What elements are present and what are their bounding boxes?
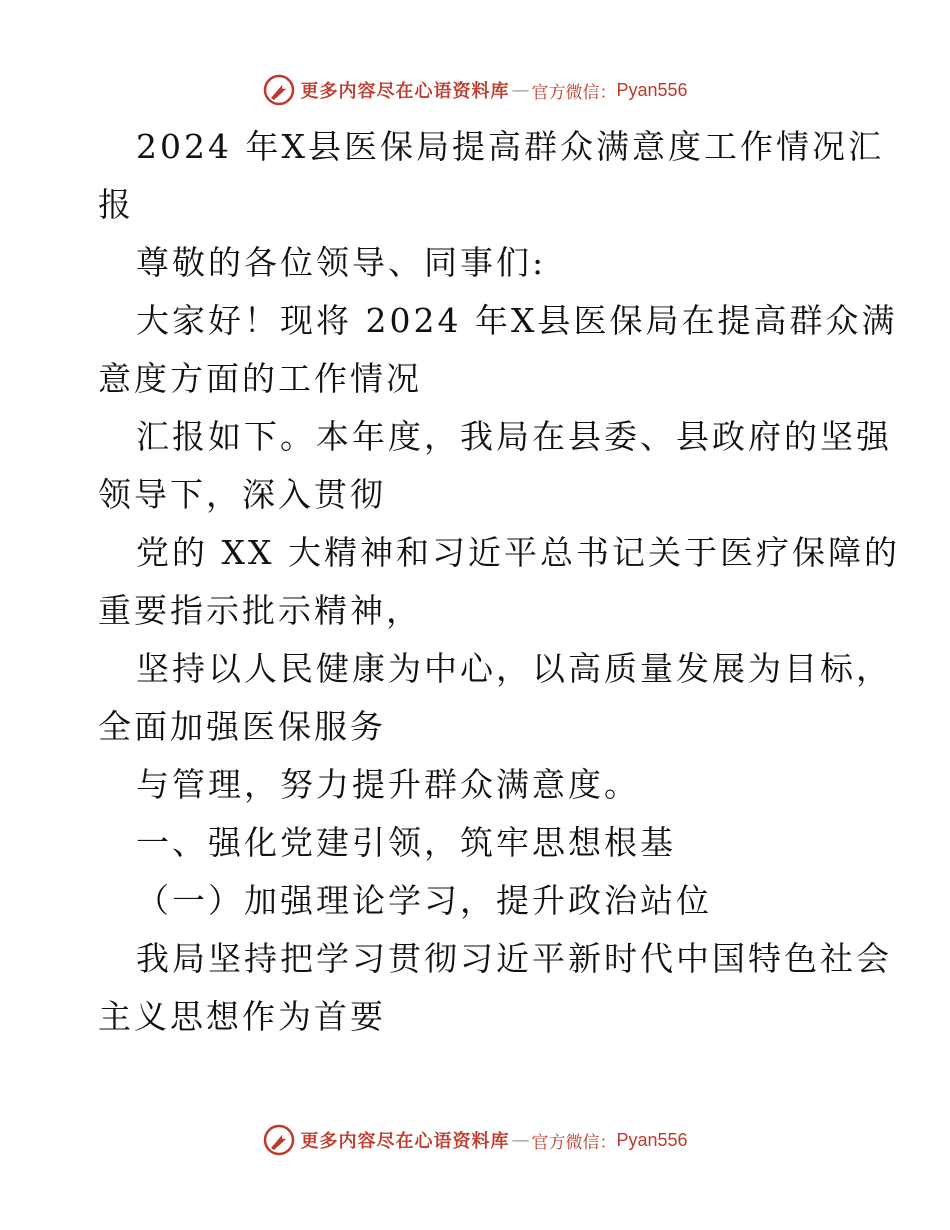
- text-line: 党的 XX 大精神和习近平总书记关于医疗保障的: [136, 533, 900, 572]
- wechat-id: Pyan556: [616, 79, 688, 100]
- pen-nib-logo-icon: [262, 73, 296, 107]
- site-name: 更多内容尽在心语资料库: [300, 1131, 510, 1152]
- text-line: 尊敬的各位领导、同事们:: [136, 243, 547, 282]
- text-line: 主义思想作为首要: [98, 997, 386, 1036]
- text-line: 意度方面的工作情况: [98, 359, 422, 398]
- text-line: 全面加强医保服务: [98, 707, 386, 746]
- text-line: 一、强化党建引领，筑牢思想根基: [136, 823, 676, 862]
- text-line: （一）加强理论学习，提升政治站位: [136, 881, 712, 920]
- text-line: 大家好！现将 2024 年X县医保局在提高群众满: [136, 301, 898, 340]
- text-line: 2024 年X县医保局提高群众满意度工作情况汇: [136, 127, 884, 166]
- text-line: 领导下，深入贯彻: [98, 475, 386, 514]
- document-body: [98, 118, 900, 1046]
- wechat-id: Pyan556: [616, 1129, 688, 1150]
- pen-nib-logo-icon: [262, 1123, 296, 1157]
- text-line: 重要指示批示精神，: [98, 591, 422, 630]
- text-line: 坚持以人民健康为中心，以高质量发展为目标，: [136, 649, 892, 688]
- banner-dash: —: [511, 79, 530, 101]
- banner-dash: —: [511, 1129, 530, 1151]
- footer-banner: [0, 1120, 950, 1160]
- wechat-label: 官方微信：: [531, 82, 617, 103]
- text-line: 报: [98, 185, 134, 224]
- text-line: 汇报如下。本年度，我局在县委、县政府的坚强: [136, 417, 892, 456]
- text-line: 与管理，努力提升群众满意度。: [136, 765, 640, 804]
- header-banner: [0, 70, 950, 110]
- text-line: 我局坚持把学习贯彻习近平新时代中国特色社会: [136, 939, 892, 978]
- site-name: 更多内容尽在心语资料库: [300, 81, 510, 102]
- wechat-label: 官方微信：: [531, 1132, 617, 1153]
